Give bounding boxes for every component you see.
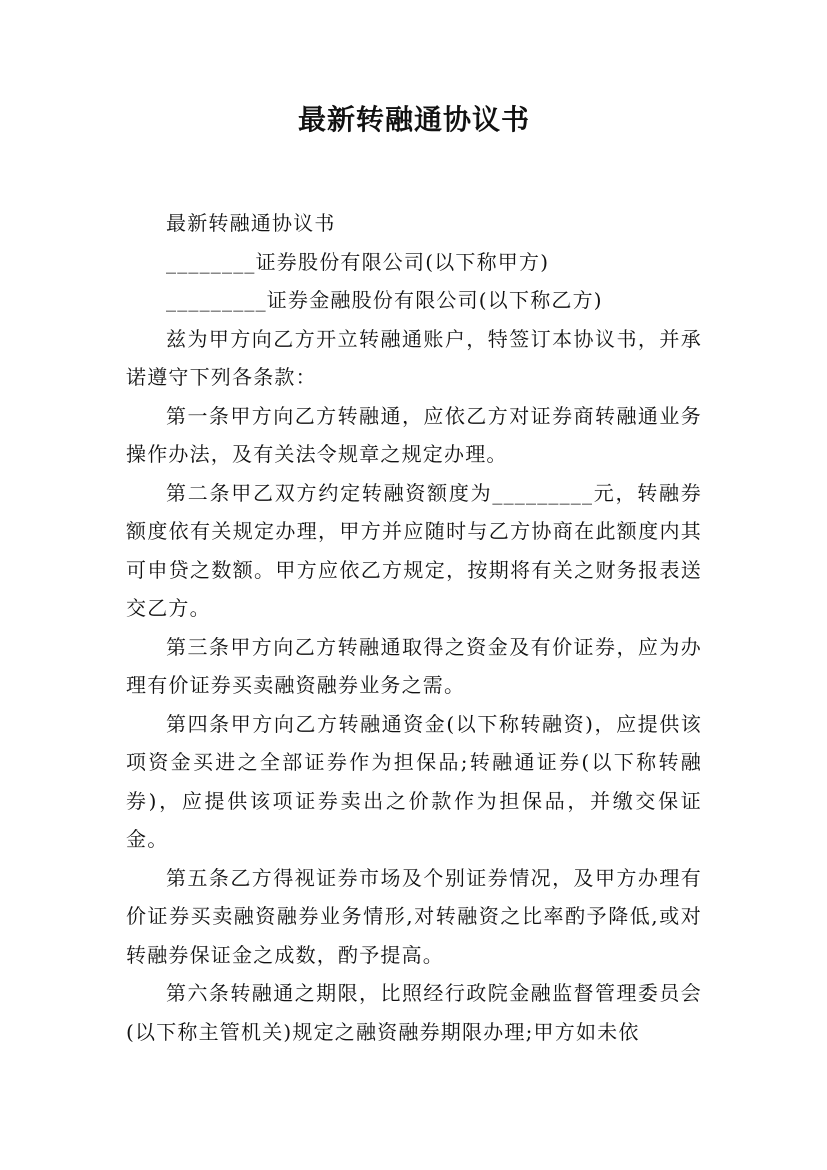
- paragraph-article-3: 第三条甲方向乙方转融通取得之资金及有价证券，应为办理有价证券买卖融资融券业务之需。: [126, 634, 702, 697]
- paragraph-article-1: 第一条甲方向乙方转融通，应依乙方对证券商转融通业务操作办法，及有关法令规章之规定办理。: [126, 403, 702, 466]
- paragraph-article-2: 第二条甲乙双方约定转融资额度为_________元，转融券额度依有关规定办理，甲方并应随时与乙方协商在此额度内其可申贷之数额。甲方应依乙方规定，按期将有关之财务报表送交乙方。: [126, 480, 702, 620]
- document-page: [126, 96, 702, 1051]
- paragraph-article-5: 第五条乙方得视证券市场及个别证券情况，及甲方办理有价证券买卖融资融券业务情形,对转融资之比率酌予降低,或对转融券保证金之成数，酌予提高。: [126, 865, 702, 967]
- paragraph-subtitle: 最新转融通协议书: [166, 211, 336, 235]
- document-title: 最新转融通协议书: [297, 103, 530, 136]
- paragraph-party-a: ________证券股份有限公司(以下称甲方): [166, 249, 550, 274]
- paragraph-article-6: 第六条转融通之期限，比照经行政院金融监督管理委员会(以下称主管机关)规定之融资融券期限办理;甲方如未依: [126, 981, 702, 1044]
- paragraph-party-b: _________证券金融股份有限公司(以下称乙方): [166, 288, 603, 312]
- paragraph-preamble: 兹为甲方向乙方开立转融通账户，特签订本协议书，并承诺遵守下列各条款：: [126, 326, 702, 389]
- paragraph-article-4: 第四条甲方向乙方转融通资金(以下称转融资)，应提供该项资金买进之全部证券作为担保品;转融通证券(以下称转融券)，应提供该项证券卖出之价款作为担保品，并缴交保证金。: [126, 711, 702, 851]
